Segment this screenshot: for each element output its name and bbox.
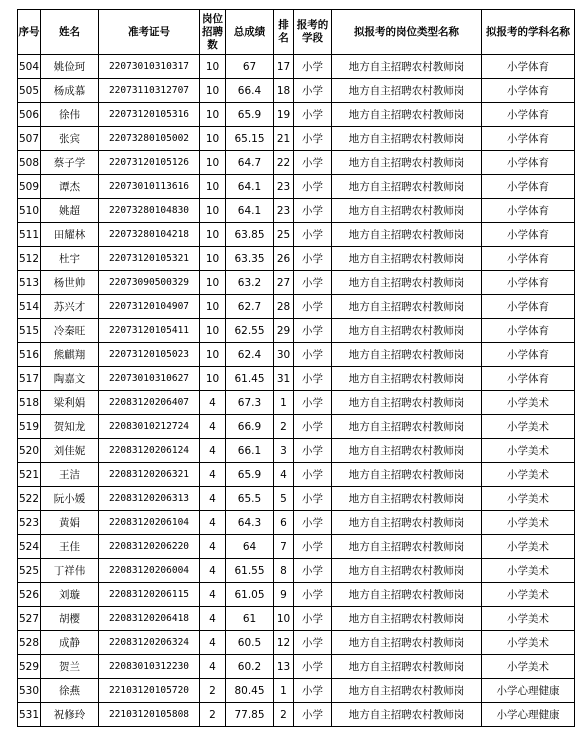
cell-rank: 10 — [274, 607, 294, 631]
cell-subject: 小学体育 — [482, 55, 575, 79]
cell-rank: 1 — [274, 679, 294, 703]
cell-name: 陶嘉文 — [41, 367, 99, 391]
cell-index: 520 — [18, 439, 41, 463]
header-index: 序号 — [18, 10, 41, 55]
cell-index: 527 — [18, 607, 41, 631]
cell-school-level: 小学 — [294, 391, 332, 415]
cell-exam-id: 22073120105321 — [99, 247, 200, 271]
cell-position-type: 地方自主招聘农村教师岗 — [332, 487, 482, 511]
cell-name: 苏兴才 — [41, 295, 99, 319]
cell-rank: 17 — [274, 55, 294, 79]
cell-exam-id: 22083120206124 — [99, 439, 200, 463]
cell-index: 515 — [18, 319, 41, 343]
cell-subject: 小学美术 — [482, 511, 575, 535]
cell-subject: 小学美术 — [482, 655, 575, 679]
cell-openings: 4 — [200, 655, 226, 679]
cell-name: 杜宇 — [41, 247, 99, 271]
cell-school-level: 小学 — [294, 463, 332, 487]
cell-rank: 5 — [274, 487, 294, 511]
header-openings: 岗位招聘数 — [200, 10, 226, 55]
cell-rank: 26 — [274, 247, 294, 271]
cell-subject: 小学心理健康 — [482, 679, 575, 703]
cell-school-level: 小学 — [294, 79, 332, 103]
cell-subject: 小学体育 — [482, 223, 575, 247]
cell-school-level: 小学 — [294, 703, 332, 727]
cell-subject: 小学美术 — [482, 607, 575, 631]
cell-exam-id: 22083120206313 — [99, 487, 200, 511]
cell-name: 熊麒翔 — [41, 343, 99, 367]
cell-total-score: 66.4 — [226, 79, 274, 103]
cell-rank: 1 — [274, 391, 294, 415]
cell-index: 518 — [18, 391, 41, 415]
cell-name: 梁利娟 — [41, 391, 99, 415]
cell-total-score: 64 — [226, 535, 274, 559]
cell-exam-id: 22083120206321 — [99, 463, 200, 487]
cell-rank: 4 — [274, 463, 294, 487]
cell-openings: 4 — [200, 439, 226, 463]
cell-name: 刘璇 — [41, 583, 99, 607]
table-row — [18, 319, 575, 343]
cell-exam-id: 22073090500329 — [99, 271, 200, 295]
results-table — [17, 9, 575, 727]
cell-subject: 小学体育 — [482, 175, 575, 199]
table-row — [18, 463, 575, 487]
cell-position-type: 地方自主招聘农村教师岗 — [332, 127, 482, 151]
cell-exam-id: 22073120105126 — [99, 151, 200, 175]
cell-exam-id: 22073110312707 — [99, 79, 200, 103]
cell-rank: 22 — [274, 151, 294, 175]
cell-rank: 23 — [274, 199, 294, 223]
cell-position-type: 地方自主招聘农村教师岗 — [332, 655, 482, 679]
cell-subject: 小学体育 — [482, 127, 575, 151]
cell-openings: 10 — [200, 79, 226, 103]
table-row — [18, 271, 575, 295]
cell-name: 冷秦旺 — [41, 319, 99, 343]
cell-name: 丁祥伟 — [41, 559, 99, 583]
cell-exam-id: 22083120206407 — [99, 391, 200, 415]
cell-exam-id: 22083120206004 — [99, 559, 200, 583]
cell-subject: 小学体育 — [482, 271, 575, 295]
cell-total-score: 67.3 — [226, 391, 274, 415]
cell-position-type: 地方自主招聘农村教师岗 — [332, 703, 482, 727]
cell-school-level: 小学 — [294, 295, 332, 319]
cell-position-type: 地方自主招聘农村教师岗 — [332, 439, 482, 463]
cell-total-score: 63.85 — [226, 223, 274, 247]
cell-school-level: 小学 — [294, 199, 332, 223]
table-row — [18, 175, 575, 199]
header-total-score: 总成绩 — [226, 10, 274, 55]
cell-position-type: 地方自主招聘农村教师岗 — [332, 583, 482, 607]
cell-total-score: 61 — [226, 607, 274, 631]
cell-school-level: 小学 — [294, 367, 332, 391]
cell-exam-id: 22083120206220 — [99, 535, 200, 559]
cell-name: 杨世帅 — [41, 271, 99, 295]
table-row — [18, 607, 575, 631]
header-school-level: 报考的学段 — [294, 10, 332, 55]
cell-school-level: 小学 — [294, 223, 332, 247]
cell-position-type: 地方自主招聘农村教师岗 — [332, 223, 482, 247]
table-row — [18, 655, 575, 679]
table-row — [18, 631, 575, 655]
cell-openings: 2 — [200, 703, 226, 727]
cell-position-type: 地方自主招聘农村教师岗 — [332, 343, 482, 367]
cell-openings: 10 — [200, 127, 226, 151]
cell-openings: 4 — [200, 607, 226, 631]
cell-openings: 10 — [200, 175, 226, 199]
cell-subject: 小学美术 — [482, 463, 575, 487]
cell-name: 谭杰 — [41, 175, 99, 199]
cell-subject: 小学美术 — [482, 415, 575, 439]
cell-total-score: 65.15 — [226, 127, 274, 151]
cell-total-score: 64.1 — [226, 199, 274, 223]
cell-openings: 10 — [200, 103, 226, 127]
cell-openings: 10 — [200, 199, 226, 223]
cell-exam-id: 22103120105808 — [99, 703, 200, 727]
cell-subject: 小学美术 — [482, 391, 575, 415]
cell-subject: 小学体育 — [482, 151, 575, 175]
cell-position-type: 地方自主招聘农村教师岗 — [332, 391, 482, 415]
cell-index: 525 — [18, 559, 41, 583]
header-name: 姓名 — [41, 10, 99, 55]
table-row — [18, 367, 575, 391]
cell-index: 531 — [18, 703, 41, 727]
cell-subject: 小学体育 — [482, 343, 575, 367]
cell-total-score: 66.9 — [226, 415, 274, 439]
cell-exam-id: 22083120206104 — [99, 511, 200, 535]
cell-rank: 6 — [274, 511, 294, 535]
cell-position-type: 地方自主招聘农村教师岗 — [332, 631, 482, 655]
cell-position-type: 地方自主招聘农村教师岗 — [332, 319, 482, 343]
cell-position-type: 地方自主招聘农村教师岗 — [332, 367, 482, 391]
cell-total-score: 80.45 — [226, 679, 274, 703]
cell-rank: 18 — [274, 79, 294, 103]
cell-exam-id: 22073280105002 — [99, 127, 200, 151]
cell-name: 杨成慕 — [41, 79, 99, 103]
cell-rank: 29 — [274, 319, 294, 343]
cell-school-level: 小学 — [294, 151, 332, 175]
cell-index: 516 — [18, 343, 41, 367]
table-row — [18, 199, 575, 223]
cell-total-score: 60.5 — [226, 631, 274, 655]
cell-openings: 10 — [200, 295, 226, 319]
cell-openings: 4 — [200, 559, 226, 583]
cell-school-level: 小学 — [294, 415, 332, 439]
cell-position-type: 地方自主招聘农村教师岗 — [332, 79, 482, 103]
cell-school-level: 小学 — [294, 343, 332, 367]
cell-name: 刘佳妮 — [41, 439, 99, 463]
cell-school-level: 小学 — [294, 247, 332, 271]
header-subject: 拟报考的学科名称 — [482, 10, 575, 55]
cell-index: 512 — [18, 247, 41, 271]
cell-subject: 小学美术 — [482, 439, 575, 463]
cell-name: 王佳 — [41, 535, 99, 559]
table-row — [18, 103, 575, 127]
cell-index: 508 — [18, 151, 41, 175]
cell-index: 528 — [18, 631, 41, 655]
cell-openings: 10 — [200, 343, 226, 367]
cell-position-type: 地方自主招聘农村教师岗 — [332, 679, 482, 703]
cell-position-type: 地方自主招聘农村教师岗 — [332, 103, 482, 127]
cell-openings: 10 — [200, 367, 226, 391]
cell-position-type: 地方自主招聘农村教师岗 — [332, 607, 482, 631]
cell-openings: 10 — [200, 223, 226, 247]
cell-index: 513 — [18, 271, 41, 295]
cell-rank: 31 — [274, 367, 294, 391]
cell-school-level: 小学 — [294, 127, 332, 151]
table-row — [18, 391, 575, 415]
cell-openings: 4 — [200, 463, 226, 487]
cell-openings: 10 — [200, 247, 226, 271]
cell-openings: 2 — [200, 679, 226, 703]
cell-position-type: 地方自主招聘农村教师岗 — [332, 247, 482, 271]
cell-rank: 12 — [274, 631, 294, 655]
cell-name: 张宾 — [41, 127, 99, 151]
table-row — [18, 487, 575, 511]
cell-rank: 2 — [274, 703, 294, 727]
table-row — [18, 343, 575, 367]
table-row — [18, 583, 575, 607]
cell-school-level: 小学 — [294, 103, 332, 127]
cell-total-score: 63.35 — [226, 247, 274, 271]
cell-school-level: 小学 — [294, 583, 332, 607]
table-row — [18, 559, 575, 583]
cell-subject: 小学心理健康 — [482, 703, 575, 727]
cell-exam-id: 22073010310317 — [99, 55, 200, 79]
cell-position-type: 地方自主招聘农村教师岗 — [332, 511, 482, 535]
table-row — [18, 535, 575, 559]
cell-index: 504 — [18, 55, 41, 79]
cell-school-level: 小学 — [294, 511, 332, 535]
table-row — [18, 151, 575, 175]
cell-index: 517 — [18, 367, 41, 391]
cell-name: 贺兰 — [41, 655, 99, 679]
cell-index: 506 — [18, 103, 41, 127]
cell-total-score: 60.2 — [226, 655, 274, 679]
cell-index: 522 — [18, 487, 41, 511]
cell-exam-id: 22073120105316 — [99, 103, 200, 127]
table-row — [18, 415, 575, 439]
table-row — [18, 679, 575, 703]
table-body — [18, 55, 575, 727]
cell-total-score: 62.7 — [226, 295, 274, 319]
cell-exam-id: 22073280104218 — [99, 223, 200, 247]
cell-total-score: 64.3 — [226, 511, 274, 535]
cell-total-score: 67 — [226, 55, 274, 79]
cell-subject: 小学体育 — [482, 367, 575, 391]
cell-subject: 小学美术 — [482, 535, 575, 559]
cell-openings: 10 — [200, 151, 226, 175]
cell-position-type: 地方自主招聘农村教师岗 — [332, 55, 482, 79]
header-position-type: 拟报考的岗位类型名称 — [332, 10, 482, 55]
cell-index: 505 — [18, 79, 41, 103]
cell-exam-id: 22083010312230 — [99, 655, 200, 679]
cell-exam-id: 22073120105023 — [99, 343, 200, 367]
results-table-container — [17, 9, 575, 727]
table-row — [18, 79, 575, 103]
cell-total-score: 61.05 — [226, 583, 274, 607]
cell-school-level: 小学 — [294, 55, 332, 79]
cell-subject: 小学美术 — [482, 487, 575, 511]
cell-total-score: 66.1 — [226, 439, 274, 463]
cell-subject: 小学美术 — [482, 583, 575, 607]
cell-subject: 小学体育 — [482, 247, 575, 271]
cell-index: 524 — [18, 535, 41, 559]
cell-name: 姚俭珂 — [41, 55, 99, 79]
cell-exam-id: 22083120206115 — [99, 583, 200, 607]
cell-exam-id: 22073120104907 — [99, 295, 200, 319]
cell-position-type: 地方自主招聘农村教师岗 — [332, 559, 482, 583]
header-row — [18, 10, 575, 55]
cell-exam-id: 22073010113616 — [99, 175, 200, 199]
cell-total-score: 65.9 — [226, 463, 274, 487]
cell-openings: 4 — [200, 391, 226, 415]
cell-openings: 4 — [200, 583, 226, 607]
cell-name: 成静 — [41, 631, 99, 655]
cell-exam-id: 22073280104830 — [99, 199, 200, 223]
cell-name: 黄娟 — [41, 511, 99, 535]
cell-name: 田耀林 — [41, 223, 99, 247]
cell-subject: 小学体育 — [482, 79, 575, 103]
cell-subject: 小学美术 — [482, 631, 575, 655]
cell-index: 514 — [18, 295, 41, 319]
table-header — [18, 10, 575, 55]
cell-subject: 小学美术 — [482, 559, 575, 583]
cell-total-score: 63.2 — [226, 271, 274, 295]
cell-openings: 4 — [200, 631, 226, 655]
cell-name: 徐燕 — [41, 679, 99, 703]
cell-rank: 2 — [274, 415, 294, 439]
table-row — [18, 511, 575, 535]
cell-rank: 9 — [274, 583, 294, 607]
cell-index: 510 — [18, 199, 41, 223]
cell-position-type: 地方自主招聘农村教师岗 — [332, 535, 482, 559]
cell-rank: 13 — [274, 655, 294, 679]
cell-subject: 小学体育 — [482, 199, 575, 223]
cell-exam-id: 22073120105411 — [99, 319, 200, 343]
cell-position-type: 地方自主招聘农村教师岗 — [332, 175, 482, 199]
cell-total-score: 65.5 — [226, 487, 274, 511]
cell-index: 519 — [18, 415, 41, 439]
cell-name: 胡樱 — [41, 607, 99, 631]
cell-total-score: 61.55 — [226, 559, 274, 583]
cell-rank: 8 — [274, 559, 294, 583]
cell-subject: 小学体育 — [482, 319, 575, 343]
cell-total-score: 77.85 — [226, 703, 274, 727]
cell-rank: 28 — [274, 295, 294, 319]
cell-rank: 30 — [274, 343, 294, 367]
cell-index: 530 — [18, 679, 41, 703]
table-row — [18, 247, 575, 271]
header-exam-id: 准考证号 — [99, 10, 200, 55]
cell-total-score: 64.1 — [226, 175, 274, 199]
cell-total-score: 65.9 — [226, 103, 274, 127]
cell-name: 贺知龙 — [41, 415, 99, 439]
header-rank: 排名 — [274, 10, 294, 55]
table-row — [18, 55, 575, 79]
cell-school-level: 小学 — [294, 559, 332, 583]
cell-index: 529 — [18, 655, 41, 679]
cell-position-type: 地方自主招聘农村教师岗 — [332, 463, 482, 487]
cell-subject: 小学体育 — [482, 103, 575, 127]
cell-school-level: 小学 — [294, 271, 332, 295]
cell-exam-id: 22083120206324 — [99, 631, 200, 655]
cell-name: 祝修玲 — [41, 703, 99, 727]
cell-total-score: 62.4 — [226, 343, 274, 367]
cell-position-type: 地方自主招聘农村教师岗 — [332, 271, 482, 295]
cell-index: 521 — [18, 463, 41, 487]
cell-openings: 10 — [200, 319, 226, 343]
table-row — [18, 295, 575, 319]
cell-school-level: 小学 — [294, 679, 332, 703]
cell-position-type: 地方自主招聘农村教师岗 — [332, 415, 482, 439]
cell-index: 507 — [18, 127, 41, 151]
cell-openings: 4 — [200, 487, 226, 511]
cell-total-score: 64.7 — [226, 151, 274, 175]
cell-school-level: 小学 — [294, 439, 332, 463]
cell-openings: 4 — [200, 415, 226, 439]
cell-name: 阮小媛 — [41, 487, 99, 511]
cell-openings: 10 — [200, 271, 226, 295]
cell-school-level: 小学 — [294, 607, 332, 631]
cell-school-level: 小学 — [294, 487, 332, 511]
cell-school-level: 小学 — [294, 535, 332, 559]
cell-exam-id: 22073010310627 — [99, 367, 200, 391]
table-row — [18, 223, 575, 247]
cell-name: 蔡子学 — [41, 151, 99, 175]
table-row — [18, 439, 575, 463]
cell-exam-id: 22083010212724 — [99, 415, 200, 439]
cell-index: 526 — [18, 583, 41, 607]
table-row — [18, 127, 575, 151]
cell-openings: 4 — [200, 535, 226, 559]
cell-position-type: 地方自主招聘农村教师岗 — [332, 295, 482, 319]
cell-rank: 27 — [274, 271, 294, 295]
cell-rank: 19 — [274, 103, 294, 127]
cell-exam-id: 22083120206418 — [99, 607, 200, 631]
cell-total-score: 62.55 — [226, 319, 274, 343]
cell-index: 511 — [18, 223, 41, 247]
cell-index: 509 — [18, 175, 41, 199]
cell-school-level: 小学 — [294, 319, 332, 343]
cell-total-score: 61.45 — [226, 367, 274, 391]
cell-rank: 3 — [274, 439, 294, 463]
cell-school-level: 小学 — [294, 631, 332, 655]
cell-rank: 23 — [274, 175, 294, 199]
cell-name: 徐伟 — [41, 103, 99, 127]
cell-rank: 21 — [274, 127, 294, 151]
cell-rank: 25 — [274, 223, 294, 247]
cell-position-type: 地方自主招聘农村教师岗 — [332, 151, 482, 175]
cell-openings: 10 — [200, 55, 226, 79]
cell-school-level: 小学 — [294, 655, 332, 679]
cell-index: 523 — [18, 511, 41, 535]
cell-exam-id: 22103120105720 — [99, 679, 200, 703]
cell-name: 王洁 — [41, 463, 99, 487]
table-row — [18, 703, 575, 727]
cell-name: 姚超 — [41, 199, 99, 223]
cell-openings: 4 — [200, 511, 226, 535]
cell-school-level: 小学 — [294, 175, 332, 199]
cell-position-type: 地方自主招聘农村教师岗 — [332, 199, 482, 223]
cell-subject: 小学体育 — [482, 295, 575, 319]
cell-rank: 7 — [274, 535, 294, 559]
